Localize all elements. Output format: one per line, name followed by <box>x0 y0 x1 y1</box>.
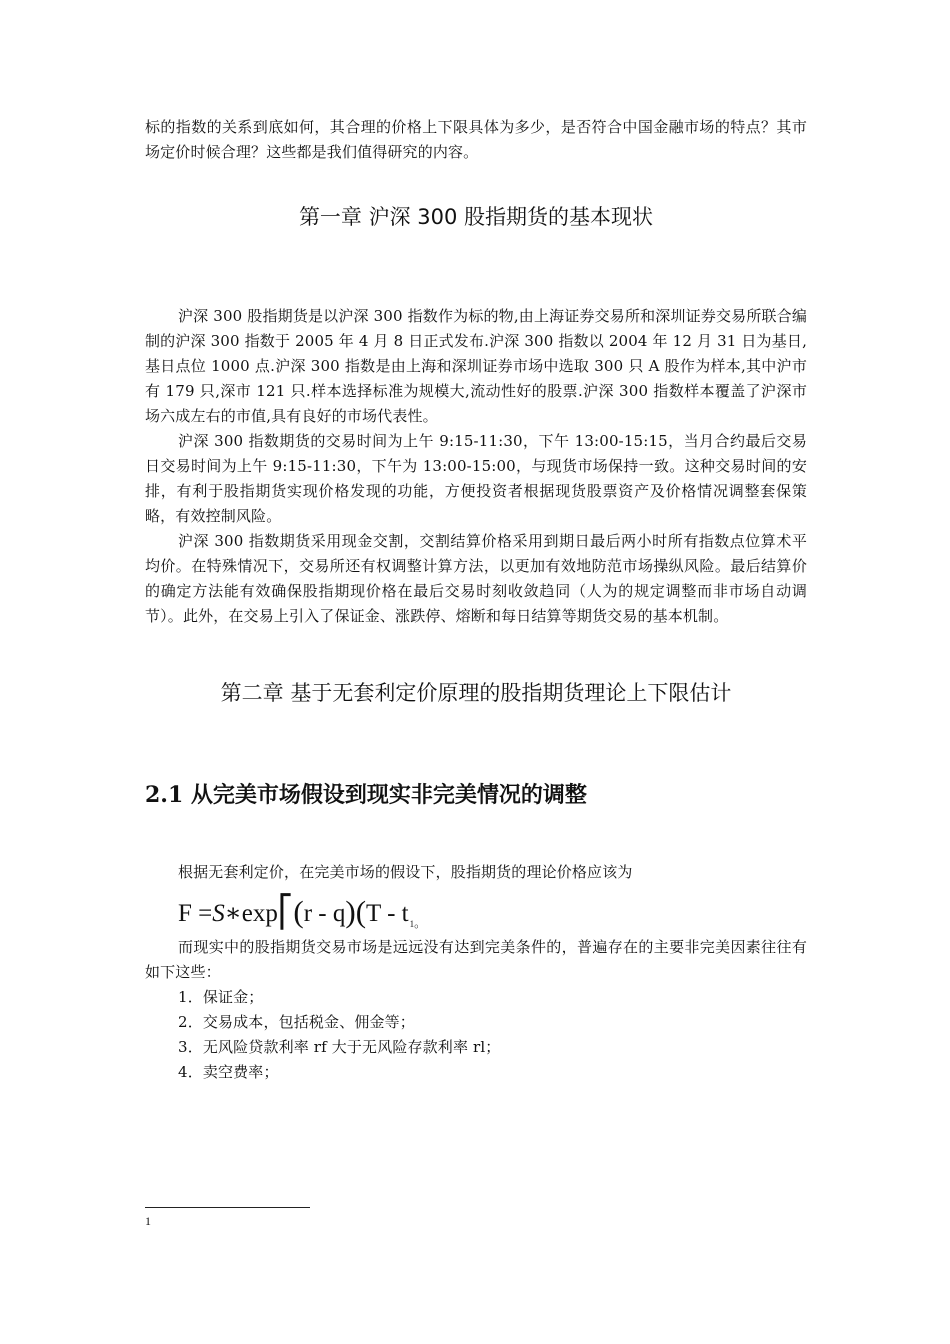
formula-s: S <box>212 900 225 927</box>
formula-left-bracket: ⎡ <box>277 894 294 929</box>
list-item: 2．交易成本，包括税金、佣金等； <box>178 1013 415 1031</box>
pricing-formula <box>178 893 426 933</box>
formula-t-minus-t: T - t <box>366 900 409 927</box>
footnote-divider <box>145 1207 310 1208</box>
list-item: 1．保证金； <box>178 988 264 1006</box>
chapter-1-paragraph-2: 沪深 300 指数期货的交易时间为上午 9:15-11:30，下午 13:00-15:15，当月合约最后交易日交易时间为上午 9:15-11:30，下午为 13:00-15:00，与现货市场保持一致。这种交易时间的安排，有利于股指期货实现价格发现的功能，方便投资者根据现货股票资产及价格情况调整套保策略，有效控制风险。 <box>145 432 807 525</box>
section-2-1-body <box>145 935 807 1085</box>
formula-period: 。 <box>414 916 427 930</box>
formula-r-minus-q: r - q <box>303 900 346 927</box>
list-item: 3．无风险贷款利率 rf 大于无风险存款利率 rl； <box>178 1038 501 1056</box>
formula-right-paren-1: ) <box>345 894 356 929</box>
formula-lhs: F <box>178 900 192 927</box>
chapter-1-paragraph-1: 沪深 300 股指期货是以沪深 300 指数作为标的物,由上海证券交易所和深圳证券交易所联合编制的沪深 300 指数于 2005 年 4 月 8 日正式发布.沪深 300 指数以 2004 年 12 月 31 日为基日,基日点位 1000 点.沪深 300 指数是由上海和深圳证券市场中选取 300 只 A 股作为样本,其中沪市有 179 只,深市 121 只.样本选择标准为规模大,流动性好的股票.沪深 300 指数样本覆盖了沪深市场六成左右的市值,具有良好的市场代表性。 <box>145 307 807 425</box>
list-item: 4．卖空费率； <box>178 1063 279 1081</box>
chapter-2-title: 第二章 基于无套利定价原理的股指期货理论上下限估计 <box>220 681 732 705</box>
formula-star: ∗ <box>224 900 242 927</box>
formula-equals: = <box>198 900 213 927</box>
section-2-1-title: 2.1 从完美市场假设到现实非完美情况的调整 <box>145 782 587 808</box>
section-2-1-intro-block <box>145 860 807 885</box>
top-paragraph-block <box>145 115 807 165</box>
formula-footnote-ref: 1 <box>409 919 415 929</box>
formula-left-paren-1: ( <box>293 894 304 929</box>
formula-exp: exp <box>241 900 278 927</box>
chapter-1-paragraph-3: 沪深 300 指数期货采用现金交割，交割结算价格采用到期日最后两小时所有指数点位算术平均价。在特殊情况下，交易所还有权调整计算方法，以更加有效地防范市场操纵风险。最后结算价的确定方法能有效确保股指期现价格在最后交易时刻收敛趋同（人为的规定调整而非市场自动调节）。此外，在交易上引入了保证金、涨跌停、熔断和每日结算等期货交易的基本机制。 <box>145 532 807 625</box>
section-2-1-after-formula: 而现实中的股指期货交易市场是远远没有达到完美条件的，普遍存在的主要非完美因素往往有如下这些： <box>145 938 807 981</box>
top-paragraph: 标的指数的关系到底如何，其合理的价格上下限具体为多少，是否符合中国金融市场的特点？其市场定价时候合理？这些都是我们值得研究的内容。 <box>145 118 807 161</box>
formula-left-paren-2: ( <box>355 894 367 929</box>
footnote-marker: 1 <box>145 1214 151 1228</box>
section-2-1-intro: 根据无套利定价，在完美市场的假设下，股指期货的理论价格应该为 <box>178 863 633 881</box>
chapter-1-title: 第一章 沪深 300 股指期货的基本现状 <box>298 205 654 229</box>
chapter-1-body <box>145 304 807 629</box>
